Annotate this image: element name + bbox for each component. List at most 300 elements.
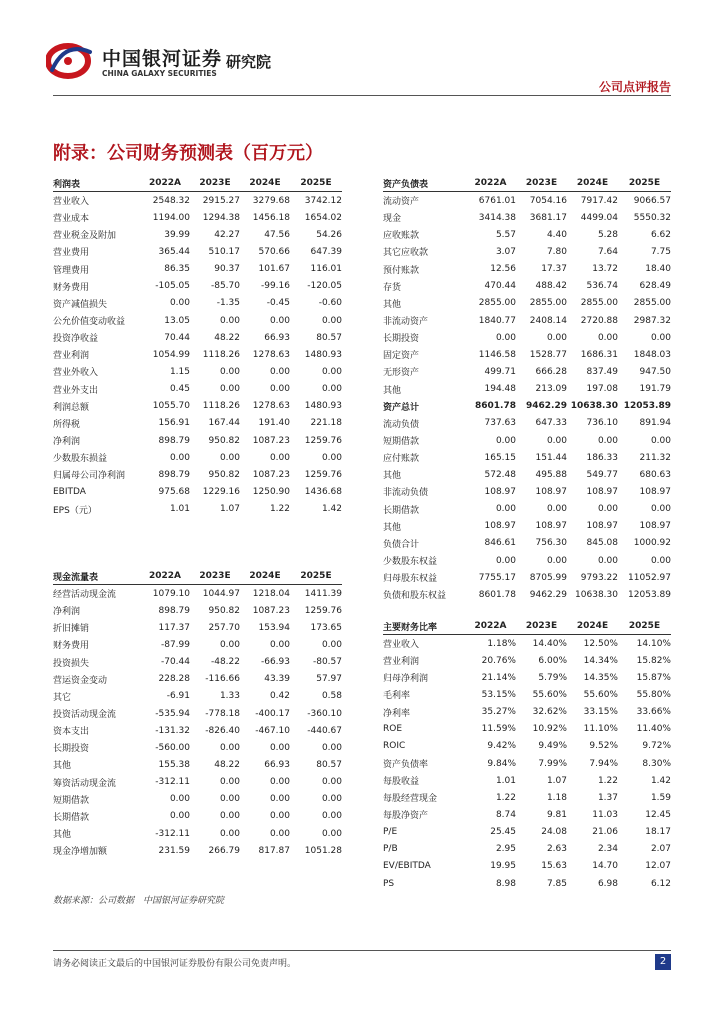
table-row	[383, 449, 671, 466]
table-cell: 8.30%	[642, 758, 671, 769]
page-title: 附录：公司财务预测表（百万元）	[53, 143, 323, 164]
table-cell: 2.07	[650, 844, 671, 855]
table-row	[383, 243, 671, 260]
row-label: 其他	[383, 299, 402, 310]
table-cell: 1456.18	[252, 212, 290, 223]
table-cell: 0.00	[269, 742, 290, 753]
row-label: 流动负债	[383, 419, 420, 430]
table-cell: 12053.89	[623, 401, 671, 412]
table-cell: 33.66%	[636, 707, 671, 718]
row-label: ROIC	[383, 741, 406, 752]
row-label: 营业外支出	[53, 385, 99, 396]
table-row	[383, 415, 671, 432]
table-cell: 1.18%	[487, 638, 516, 649]
table-cell: 2915.27	[202, 195, 240, 206]
table-cell: 0.00	[321, 828, 342, 839]
row-label: 负债合计	[383, 539, 420, 550]
table-cell: 1654.02	[304, 212, 342, 223]
disclaimer-text: 请务必阅读正文最后的中国银河证券股份有限公司免责声明。	[53, 959, 297, 969]
column-header: 2023E	[516, 618, 567, 635]
table-row	[383, 261, 671, 278]
table-cell: 1.01	[169, 504, 190, 515]
table-cell: 7.64	[597, 246, 618, 257]
row-label: 短期借款	[383, 437, 420, 448]
table-cell: 101.67	[258, 264, 290, 275]
table-cell: -467.10	[255, 725, 290, 736]
table-cell: -99.16	[260, 281, 290, 292]
table-cell: 495.88	[535, 469, 567, 480]
table-cell: 0.00	[650, 332, 671, 343]
table-cell: 0.00	[650, 555, 671, 566]
row-label: 财务费用	[53, 641, 90, 652]
table-cell: 11.03	[592, 809, 618, 820]
row-label: EV/EBITDA	[383, 861, 431, 872]
table-cell: 47.56	[264, 229, 290, 240]
table-cell: 0.00	[597, 504, 618, 515]
table-cell: -116.66	[205, 674, 240, 685]
table-cell: 0.00	[597, 555, 618, 566]
table-cell: 0.00	[321, 777, 342, 788]
table-cell: 0.00	[219, 366, 240, 377]
table-cell: 1.59	[650, 792, 671, 803]
table-cell: 8705.99	[529, 572, 567, 583]
table-cell: 6.62	[650, 229, 671, 240]
row-label: 每股经营现金	[383, 794, 438, 805]
table-row	[53, 636, 342, 653]
table-row	[383, 535, 671, 552]
table-cell: 3414.38	[478, 212, 516, 223]
table-cell: 1229.16	[202, 486, 240, 497]
table-cell: 0.00	[169, 298, 190, 309]
table-cell: 1055.70	[152, 401, 190, 412]
row-label: 非流动负债	[383, 488, 429, 499]
table-row	[383, 824, 671, 841]
table-cell: 950.82	[208, 469, 240, 480]
table-cell: 5550.32	[633, 212, 671, 223]
row-label: 营业外收入	[53, 368, 99, 379]
table-row	[383, 586, 671, 603]
table-cell: 1051.28	[304, 845, 342, 856]
table-cell: 2855.00	[580, 298, 618, 309]
table-cell: 845.08	[586, 538, 618, 549]
column-header: 2025E	[290, 175, 342, 192]
table-cell: 0.00	[219, 384, 240, 395]
row-label: 流动资产	[383, 197, 420, 208]
table-cell: 0.00	[321, 315, 342, 326]
table-row	[53, 278, 342, 295]
table-cell: 666.28	[535, 366, 567, 377]
table-row	[53, 432, 342, 449]
table-cell: 898.79	[158, 469, 190, 480]
table-cell: 950.82	[208, 605, 240, 616]
column-header: 2024E	[567, 175, 618, 192]
table-row	[383, 226, 671, 243]
table-cell: 80.57	[316, 759, 342, 770]
column-header: 2022A	[465, 618, 516, 635]
table-row	[383, 295, 671, 312]
table-row	[383, 278, 671, 295]
table-cell: -360.10	[307, 708, 342, 719]
table-cell: 57.97	[316, 674, 342, 685]
table-row	[383, 466, 671, 483]
table-cell: 108.97	[484, 486, 516, 497]
table-cell: 7.99%	[538, 758, 567, 769]
table-cell: 647.39	[310, 246, 342, 257]
table-cell: 211.32	[639, 452, 671, 463]
table-cell: 32.62%	[532, 707, 567, 718]
table-cell: -131.32	[155, 725, 190, 736]
table-cell: 2987.32	[633, 315, 671, 326]
row-label: EBITDA	[53, 486, 86, 497]
table-cell: 2855.00	[478, 298, 516, 309]
table-cell: 9.49%	[538, 741, 567, 752]
row-label: 其他	[383, 522, 402, 533]
table-row	[53, 722, 342, 739]
table-row	[53, 261, 342, 278]
table-cell: 0.00	[269, 794, 290, 805]
table-cell: 1.37	[597, 792, 618, 803]
row-label: 其它	[53, 692, 72, 703]
table-title: 现金流量表	[53, 568, 140, 585]
row-label: 营业利润	[383, 657, 420, 668]
table-cell: 55.60%	[583, 689, 618, 700]
header-divider	[53, 95, 671, 96]
table-cell: 3681.17	[529, 212, 567, 223]
table-cell: 80.57	[316, 332, 342, 343]
table-cell: 0.00	[650, 435, 671, 446]
table-cell: 167.44	[208, 418, 240, 429]
table-cell: 8.74	[495, 809, 516, 820]
table-title: 利润表	[53, 175, 140, 192]
table-cell: 0.00	[546, 435, 567, 446]
table-row	[383, 209, 671, 226]
table-cell: 0.00	[219, 452, 240, 463]
table-cell: 0.00	[495, 435, 516, 446]
table-cell: 231.59	[158, 845, 190, 856]
table-cell: 191.79	[639, 384, 671, 395]
row-label: 财务费用	[53, 282, 90, 293]
row-label: 少数股东权益	[383, 557, 438, 568]
table-cell: 197.08	[586, 384, 618, 395]
table-cell: 0.00	[269, 828, 290, 839]
table-row	[53, 363, 342, 380]
table-cell: 14.70	[592, 861, 618, 872]
table-cell: 43.39	[264, 674, 290, 685]
table-cell: 2855.00	[633, 298, 671, 309]
table-row	[53, 501, 342, 518]
table-cell: 0.00	[321, 742, 342, 753]
row-label: 应付账款	[383, 454, 420, 465]
table-cell: 0.00	[495, 332, 516, 343]
table-row	[53, 483, 342, 500]
table-cell: 7054.16	[529, 195, 567, 206]
row-label: 现金净增加额	[53, 847, 108, 858]
table-cell: 13.05	[164, 315, 190, 326]
table-cell: 1087.23	[252, 435, 290, 446]
table-cell: 20.76%	[481, 655, 516, 666]
table-cell: 12.07	[645, 861, 671, 872]
table-cell: -80.57	[312, 657, 342, 668]
table-cell: 0.00	[650, 504, 671, 515]
table-cell: 1087.23	[252, 469, 290, 480]
table-cell: 12.45	[645, 809, 671, 820]
table-row	[383, 192, 671, 210]
table-cell: 173.65	[310, 622, 342, 633]
table-row	[383, 875, 671, 892]
table-cell: 9.72%	[642, 741, 671, 752]
table-cell: 11.59%	[481, 724, 516, 735]
table-header-row	[53, 568, 342, 585]
table-cell: 9.81	[546, 809, 567, 820]
table-cell: 10.92%	[532, 724, 567, 735]
table-cell: 1.18	[546, 792, 567, 803]
table-cell: 1480.93	[304, 349, 342, 360]
table-cell: 0.00	[269, 315, 290, 326]
table-row	[53, 602, 342, 619]
row-label: 公允价值变动收益	[53, 317, 126, 328]
row-label: 投资损失	[53, 658, 90, 669]
table-cell: 7755.17	[478, 572, 516, 583]
column-header: 2022A	[140, 175, 190, 192]
row-label: EPS（元）	[53, 505, 97, 516]
table-cell: -105.05	[155, 281, 190, 292]
row-label: 长期借款	[53, 812, 90, 823]
column-header: 2024E	[240, 175, 290, 192]
table-cell: 0.00	[269, 384, 290, 395]
table-cell: -87.99	[160, 639, 190, 650]
table-cell: 0.45	[169, 384, 190, 395]
table-cell: 48.22	[214, 332, 240, 343]
table-cell: 21.14%	[481, 672, 516, 683]
table-cell: -85.70	[210, 281, 240, 292]
table-cell: 18.40	[645, 264, 671, 275]
table-cell: 680.63	[639, 469, 671, 480]
table-cell: 0.00	[546, 332, 567, 343]
table-cell: 0.00	[597, 435, 618, 446]
table-cell: 8601.78	[475, 401, 516, 412]
table-title: 资产负债表	[383, 175, 465, 192]
table-cell: 266.79	[208, 845, 240, 856]
table-cell: 257.70	[208, 622, 240, 633]
table-cell: -48.22	[210, 657, 240, 668]
table-cell: 1259.76	[304, 605, 342, 616]
table-cell: 1840.77	[478, 315, 516, 326]
table-row	[53, 585, 342, 603]
row-label: 其它应收款	[383, 248, 429, 259]
table-cell: 15.63	[541, 861, 567, 872]
table-row	[383, 432, 671, 449]
table-cell: 55.60%	[532, 689, 567, 700]
table-cell: 6.12	[650, 878, 671, 889]
row-label: ROE	[383, 724, 403, 735]
table-cell: 3.07	[495, 246, 516, 257]
table-cell: 11052.97	[628, 572, 671, 583]
table-cell: 54.26	[316, 229, 342, 240]
table-cell: 0.00	[269, 366, 290, 377]
table-cell: 950.82	[208, 435, 240, 446]
row-label: 利润总额	[53, 402, 90, 413]
table-cell: 1259.76	[304, 469, 342, 480]
table-cell: 536.74	[586, 281, 618, 292]
table-cell: 1278.63	[252, 401, 290, 412]
row-label: 每股收益	[383, 777, 420, 788]
table-cell: -778.18	[205, 708, 240, 719]
table-cell: 66.93	[264, 759, 290, 770]
row-label: 营运资金变动	[53, 675, 108, 686]
table-cell: 1118.26	[202, 401, 240, 412]
table-cell: 1.42	[321, 504, 342, 515]
table-row	[383, 858, 671, 875]
column-header: 2025E	[290, 568, 342, 585]
table-cell: 5.79%	[538, 672, 567, 683]
table-cell: 2855.00	[529, 298, 567, 309]
table-row	[383, 398, 671, 415]
row-label: 营业费用	[53, 248, 90, 259]
table-cell: 0.00	[546, 555, 567, 566]
table-cell: 1480.93	[304, 401, 342, 412]
table-cell: 9.84%	[487, 758, 516, 769]
table-cell: 17.37	[541, 264, 567, 275]
table-row	[53, 192, 342, 210]
table-cell: 5.57	[495, 229, 516, 240]
table-cell: 15.87%	[636, 672, 671, 683]
table-cell: 1000.92	[633, 538, 671, 549]
table-cell: -1.35	[216, 298, 240, 309]
row-label: 少数股东损益	[53, 454, 108, 465]
table-cell: 898.79	[158, 435, 190, 446]
table-cell: 108.97	[535, 521, 567, 532]
table-cell: 1436.68	[304, 486, 342, 497]
row-label: 经营活动现金流	[53, 590, 117, 601]
table-cell: 1.22	[269, 504, 290, 515]
table-row	[383, 346, 671, 363]
table-cell: 572.48	[484, 469, 516, 480]
table-cell: 628.49	[639, 281, 671, 292]
column-header: 2023E	[190, 175, 240, 192]
table-cell: 0.00	[269, 777, 290, 788]
table-cell: 10638.30	[570, 401, 618, 412]
table-cell: 898.79	[158, 605, 190, 616]
row-label: 现金	[383, 214, 402, 225]
table-cell: 9462.29	[529, 589, 567, 600]
table-cell: 153.94	[258, 622, 290, 633]
table-cell: 0.00	[269, 452, 290, 463]
table-cell: 108.97	[484, 521, 516, 532]
table-cell: 0.00	[169, 811, 190, 822]
table-cell: 1194.00	[152, 212, 190, 223]
table-cell: 8601.78	[478, 589, 516, 600]
row-label: 长期投资	[53, 744, 90, 755]
row-label: 负债和股东权益	[383, 591, 447, 602]
balance-sheet-table	[383, 175, 671, 603]
table-cell: 35.27%	[481, 707, 516, 718]
table-cell: 1.33	[219, 691, 240, 702]
table-row	[383, 518, 671, 535]
table-cell: 0.00	[219, 639, 240, 650]
table-cell: 1.01	[495, 775, 516, 786]
table-row	[383, 721, 671, 738]
table-cell: 975.68	[158, 486, 190, 497]
table-cell: 6.00%	[538, 655, 567, 666]
table-row	[53, 449, 342, 466]
table-row	[53, 688, 342, 705]
table-cell: 9066.57	[633, 195, 671, 206]
table-cell: 33.15%	[583, 707, 618, 718]
table-cell: 1.42	[650, 775, 671, 786]
table-row	[383, 704, 671, 721]
table-cell: 0.00	[321, 811, 342, 822]
data-source-note: 数据来源：公司数据 中国银河证券研究院	[53, 896, 225, 906]
income-statement-table	[53, 175, 342, 518]
table-cell: -0.45	[266, 298, 290, 309]
row-label: 归母净利润	[383, 674, 429, 685]
table-cell: 1.07	[546, 775, 567, 786]
table-row	[53, 654, 342, 671]
row-label: 非流动资产	[383, 317, 429, 328]
table-cell: 1528.77	[529, 349, 567, 360]
row-label: 预付账款	[383, 265, 420, 276]
table-cell: 1.07	[219, 504, 240, 515]
row-label: 短期借款	[53, 795, 90, 806]
table-cell: 891.94	[639, 418, 671, 429]
table-row	[53, 209, 342, 226]
table-cell: 6761.01	[478, 195, 516, 206]
table-cell: 7.85	[546, 878, 567, 889]
table-cell: 156.91	[158, 418, 190, 429]
table-cell: 13.72	[592, 264, 618, 275]
table-row	[383, 789, 671, 806]
table-cell: 1218.04	[252, 588, 290, 599]
table-cell: 4499.04	[580, 212, 618, 223]
table-cell: 8.98	[495, 878, 516, 889]
table-cell: 2.34	[597, 844, 618, 855]
table-cell: 1.15	[169, 366, 190, 377]
table-cell: -66.93	[260, 657, 290, 668]
row-label: 资产负债率	[383, 760, 429, 771]
table-row	[53, 226, 342, 243]
table-header-row	[53, 175, 342, 192]
table-cell: 2720.88	[580, 315, 618, 326]
row-label: 毛利率	[383, 691, 411, 702]
column-header: 2022A	[465, 175, 516, 192]
table-row	[53, 705, 342, 722]
table-cell: 86.35	[164, 264, 190, 275]
column-header: 2025E	[618, 618, 671, 635]
row-label: 投资活动现金流	[53, 710, 117, 721]
cash-flow-table	[53, 568, 342, 859]
table-cell: 0.00	[321, 366, 342, 377]
table-cell: 0.42	[269, 691, 290, 702]
table-row	[53, 381, 342, 398]
table-row	[53, 295, 342, 312]
table-cell: 191.40	[258, 418, 290, 429]
table-cell: -400.17	[255, 708, 290, 719]
table-cell: 736.10	[586, 418, 618, 429]
table-cell: 12.50%	[583, 638, 618, 649]
table-cell: 228.28	[158, 674, 190, 685]
table-cell: 48.22	[214, 759, 240, 770]
table-cell: 108.97	[586, 486, 618, 497]
table-cell: 846.61	[484, 538, 516, 549]
table-cell: 90.37	[214, 264, 240, 275]
table-cell: 947.50	[639, 366, 671, 377]
table-cell: 2548.32	[152, 195, 190, 206]
table-row	[383, 686, 671, 703]
table-cell: 549.77	[586, 469, 618, 480]
table-row	[383, 841, 671, 858]
table-cell: 108.97	[639, 486, 671, 497]
table-cell: 21.06	[592, 827, 618, 838]
